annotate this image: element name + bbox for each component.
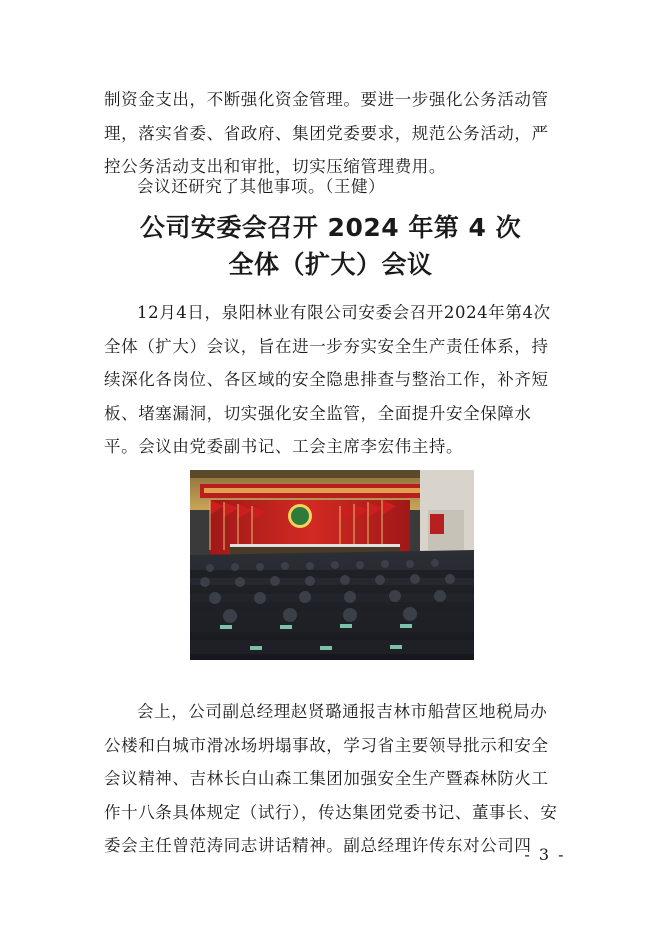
- page-number: - 3 -: [524, 845, 566, 864]
- body-paragraph-4: 会上，公司副总经理赵贤璐通报吉林市船营区地税局办公楼和白城市滑冰场坍塌事故，学习省主要领导批示和安全会议精神、吉林长白山森工集团加强安全生产暨森林防火工作十八条具体规定（试行），传达集团党委书记、董事长、安委会主任曾范涛同志讲话精神。副总经理许传东对公司四: [104, 702, 558, 855]
- meeting-hall-image: [190, 470, 474, 660]
- body-paragraph-3: 12月4日，泉阳林业有限公司安委会召开2024年第4次全体（扩大）会议，旨在进一步夯实安全生产责任体系，持续深化各岗位、各区域的安全隐患排查与整治工作，补齐短板、堵塞漏洞，切实强化安全监管，全面提升安全保障水平。会议由党委副书记、工会主席李宏伟主持。: [104, 303, 551, 456]
- body-paragraph-2: 会议还研究了其他事项。（王健）: [137, 177, 386, 196]
- article-title-line-2: 全体（扩大）会议: [228, 250, 433, 279]
- body-paragraph-1: 制资金支出，不断强化资金管理。要进一步强化公务活动管理，落实省委、省政府、集团党委要求，规范公务活动，严控公务活动支出和审批，切实压缩管理费用。: [104, 90, 549, 176]
- article-title-line-1: 公司安委会召开 2024 年第 4 次: [139, 213, 522, 242]
- meeting-hall-photo: [190, 470, 474, 660]
